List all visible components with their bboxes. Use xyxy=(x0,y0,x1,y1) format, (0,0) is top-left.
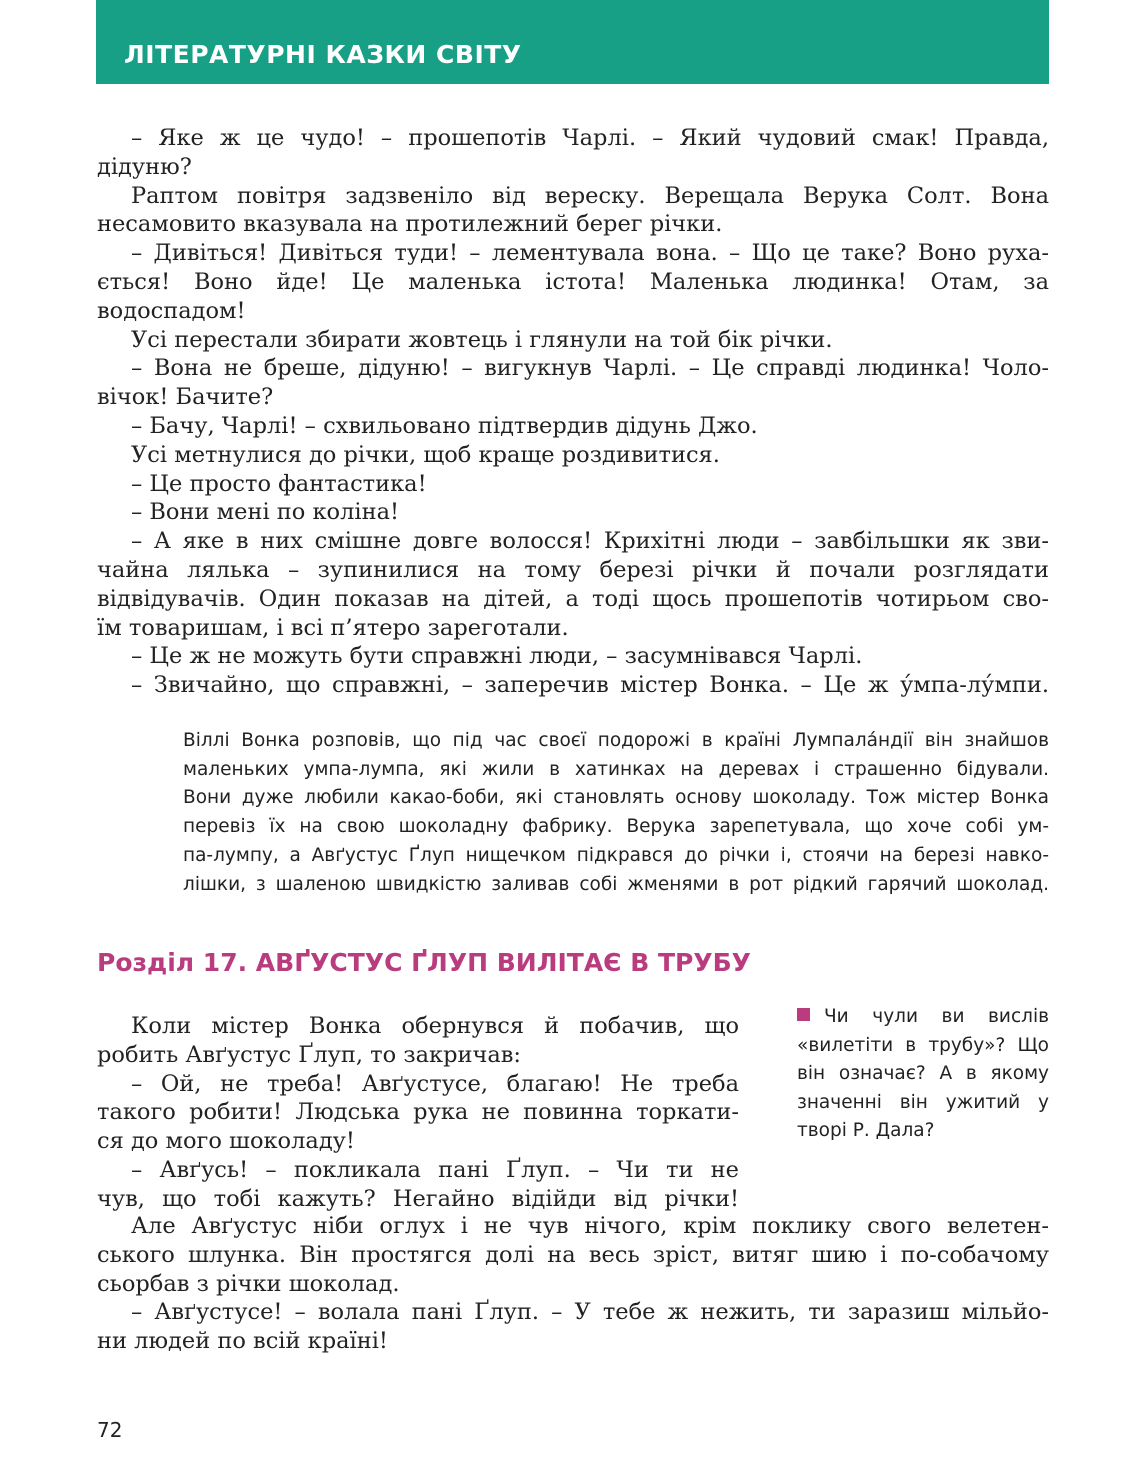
text-line: – Ой, не треба! Авґустусе, благаю! Не треба xyxy=(131,1070,739,1097)
text-line: водоспадом! xyxy=(97,297,246,324)
text-line: – Вона не бреше, дідуню! – вигукнув Чарлі. – Це справді людинка! Чоло- xyxy=(131,355,1049,382)
sidebar-question xyxy=(797,1003,1049,1146)
summary-line: Вони дуже любили какао-боби, які становлять основу шоколаду. Тож містер Вонка xyxy=(183,787,1049,809)
text-line: – Бачу, Чарлі! – схвильовано підтвердив дідунь Джо. xyxy=(131,412,758,439)
text-line: ється! Воно йде! Це маленька істота! Маленька людинка! Отам, за xyxy=(97,268,1049,295)
question-line: значенні він ужитий у xyxy=(797,1091,1049,1113)
text-line: – Авґустусе! – волала пані Ґлуп. – У тебе ж нежить, ти заразиш мільйо- xyxy=(131,1299,1049,1326)
text-line: робить Авґустус Ґлуп, то закричав: xyxy=(97,1041,522,1068)
text-line: ся до мого шоколаду! xyxy=(97,1128,355,1155)
square-bullet-icon xyxy=(797,1008,810,1021)
text-line: дідуню? xyxy=(97,153,192,180)
text-line: Але Авґустус ніби оглух і не чув нічого, крім поклику свого велетен- xyxy=(131,1213,1049,1239)
chapter-text-full xyxy=(97,1212,1049,1356)
summary-line: па-лумпу, а Авґустус Ґлуп нищечком підкрався до річки і, стоячи на березі навко- xyxy=(183,844,1049,866)
main-text xyxy=(97,124,1049,700)
question-line: «вилетіти в трубу»? Що xyxy=(797,1034,1049,1056)
summary-box xyxy=(183,727,1049,899)
page-number: 72 xyxy=(97,1418,123,1442)
text-line: – Це ж не можуть бути справжні люди, – засумнівався Чарлі. xyxy=(131,643,863,670)
question-line: творі Р. Дала? xyxy=(797,1120,935,1142)
text-line: чайна лялька – зупинилися на тому березі річки й почали розглядати xyxy=(97,556,1049,583)
text-line: Усі метнулися до річки, щоб краще роздивитися. xyxy=(131,441,720,468)
text-line: – А яке в них смішне довге волосся! Крихітні люди – завбільшки як зви- xyxy=(131,528,1049,555)
text-line: Раптом повітря задзвеніло від вереску. Верещала Верука Солт. Вона xyxy=(131,182,1049,209)
question-line: він означає? А в якому xyxy=(797,1063,1049,1085)
text-line: такого робити! Людська рука не повинна торкати- xyxy=(97,1099,739,1126)
summary-line: лішки, з шаленою швидкістю заливав собі жменями в рот рідкий гарячий шоколад. xyxy=(183,873,1049,895)
text-line: – Звичайно, що справжні, – заперечив містер Вонка. – Це ж у́мпа-лу́мпи. xyxy=(131,672,1049,699)
text-line: сьорбав з річки шоколад. xyxy=(97,1270,400,1297)
text-line: несамовито вказувала на протилежний берег річки. xyxy=(97,211,723,238)
header-title: ЛІТЕРАТУРНІ КАЗКИ СВІТУ xyxy=(124,40,522,69)
text-line: їм товаришам, і всі п’ятеро зареготали. xyxy=(97,614,569,641)
text-line: чув, що тобі кажуть? Негайно відійди від річки! xyxy=(97,1185,739,1212)
text-line: ського шлунка. Він простягся долі на весь зріст, витяг шию і по-собачому xyxy=(97,1241,1049,1268)
text-line: відвідувачів. Один показав на дітей, а тоді щось прошепотів чотирьом сво- xyxy=(97,585,1049,612)
chapter-text-narrow xyxy=(97,1012,739,1214)
header-bar xyxy=(96,0,1049,84)
text-line: Усі перестали збирати жовтець і глянули на той бік річки. xyxy=(131,326,833,353)
summary-line: маленьких умпа-лумпа, які жили в хатинках на деревах і страшенно бідували. xyxy=(183,758,1049,780)
text-line: – Це просто фантастика! xyxy=(131,470,427,497)
text-line: Коли містер Вонка обернувся й побачив, що xyxy=(131,1013,739,1039)
text-line: – Яке ж це чудо! – прошепотів Чарлі. – Який чудовий смак! Правда, xyxy=(131,125,1049,151)
question-line: Чи чули ви вислів xyxy=(824,1006,1049,1027)
text-line: – Вони мені по коліна! xyxy=(131,499,400,526)
text-line: ни людей по всій країні! xyxy=(97,1328,388,1355)
chapter-title: Розділ 17. АВҐУСТУС ҐЛУП ВИЛІТАЄ В ТРУБУ xyxy=(97,948,751,977)
summary-line: перевіз їх на свою шоколадну фабрику. Верука зарепетувала, що хоче собі ум- xyxy=(183,816,1049,838)
text-line: – Авґусь! – покликала пані Ґлуп. – Чи ти не xyxy=(131,1156,739,1183)
text-line: – Дивіться! Дивіться туди! – лементувала вона. – Що це таке? Воно руха- xyxy=(131,240,1049,267)
summary-line: Віллі Вонка розповів, що під час своєї подорожі в країні Лумпала́ндії він знайшов xyxy=(183,730,1049,751)
text-line: вічок! Бачите? xyxy=(97,384,274,411)
